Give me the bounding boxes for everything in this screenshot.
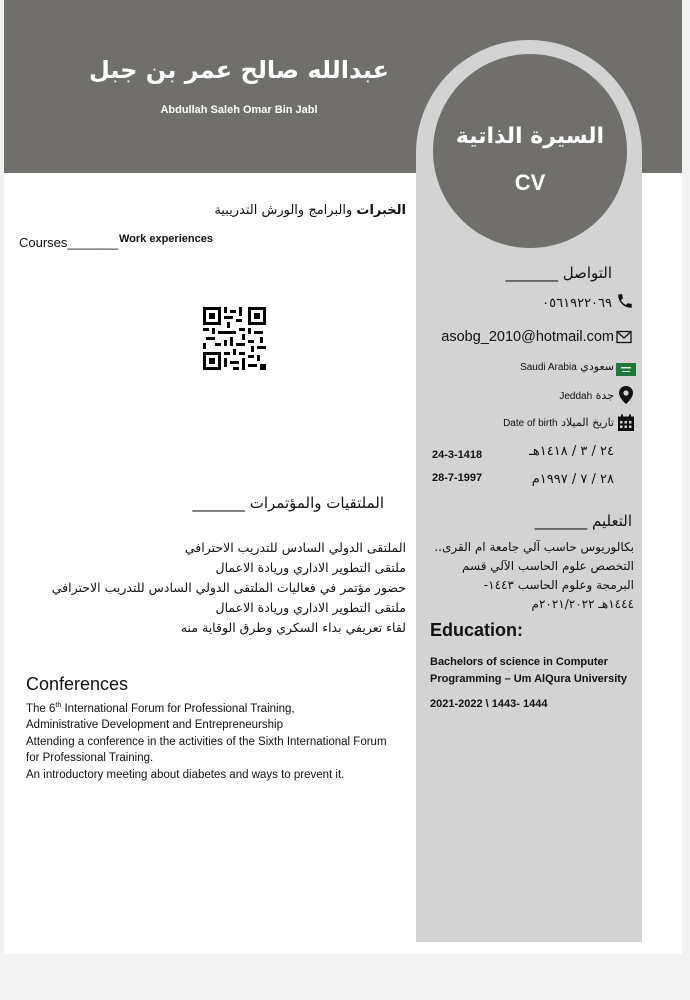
- dob-en: Date of birth: [503, 418, 558, 429]
- dob-gregorian: 28-7-1997: [432, 472, 483, 484]
- conference-en-line1-pre: The 6: [26, 702, 56, 715]
- city-ar: جدة: [595, 389, 614, 402]
- education-en-years: 2021-2022 \ 1443- 1444: [430, 698, 548, 710]
- education-ar-line: البرمجة وعلوم الحاسب ١٤٤٣-: [483, 578, 634, 592]
- location-pin-icon: [619, 386, 633, 404]
- dob-row: [444, 416, 614, 429]
- education-en-degree: [430, 654, 640, 688]
- education-ar-line: بكالوريوس حاسب آلي جامعة ام القرى..: [434, 540, 634, 554]
- name-english: Abdullah Saleh Omar Bin Jabl: [160, 104, 318, 116]
- conferences-en-heading: Conferences: [26, 674, 129, 694]
- conference-en-line1-sup: th: [55, 702, 62, 709]
- experience-heading-rest: والبرامج والورش التدريبية: [214, 203, 353, 218]
- work-experiences-label: Work experiences: [119, 233, 213, 245]
- education-ar-heading: التعليم _______: [534, 512, 632, 530]
- conference-en-line4: for Professional Training.: [26, 752, 154, 765]
- cv-badge-circle: [433, 54, 627, 248]
- courses-label: Courses_______: [19, 235, 119, 250]
- cv-page: [4, 0, 682, 954]
- conference-ar-item: ملتقى التطوير الاداري وريادة الاعمال: [215, 560, 406, 575]
- nationality-en: Saudi Arabia: [520, 362, 577, 373]
- nationality-ar: سعودي: [580, 360, 614, 373]
- saudi-flag-icon: [616, 363, 636, 376]
- conference-ar-item: حضور مؤتمر في فعاليات الملتقى الدولي السادس للتدريب الاحترافي: [51, 580, 406, 595]
- qr-code-icon: [203, 307, 266, 370]
- education-en-degree-line1: Bachelors of science in Computer: [430, 656, 608, 668]
- contact-email: asobg_2010@hotmail.com: [441, 329, 614, 345]
- conference-ar-item: الملتقى الدولي السادس للتدريب الاحترافي: [184, 540, 406, 555]
- education-en-degree-line2: Programming – Um AlQura University: [430, 673, 628, 685]
- education-ar-line: التخصص علوم الحاسب الآلي قسم: [462, 559, 634, 573]
- conference-ar-item: لقاء تعريفي بداء السكري وطرق الوقاية منه: [180, 620, 406, 635]
- conferences-ar-heading: الملتقيات والمؤتمرات _______: [192, 494, 384, 512]
- experience-heading: [154, 203, 406, 218]
- experience-heading-bold: الخبرات: [356, 203, 406, 218]
- phone-icon: [616, 292, 634, 310]
- contact-heading: التواصل _______: [505, 264, 612, 282]
- city-en: Jeddah: [559, 391, 593, 402]
- dob-hijri: 24-3-1418: [432, 449, 483, 461]
- dob-hijri-arabic: ٢٤ / ٣ / ١٤١٨هـ: [529, 444, 614, 459]
- education-en-heading: Education:: [430, 620, 523, 640]
- conference-en-line5: An introductory meeting about diabetes and ways to prevent it.: [26, 768, 345, 781]
- conferences-en-body: [26, 698, 406, 783]
- cv-title-english: CV: [514, 170, 546, 195]
- conference-en-line1-post: International Forum for Professional Training,: [61, 702, 295, 715]
- nationality-row: [444, 360, 614, 373]
- name-arabic: عبدالله صالح عمر بن جبل: [88, 56, 390, 84]
- dob-gregorian-arabic: ٢٨ / ٧ / ١٩٩٧م: [531, 472, 614, 487]
- mail-icon: [616, 330, 632, 344]
- conferences-ar-list: [44, 538, 406, 638]
- dob-ar: تاريخ الميلاد: [561, 416, 614, 429]
- conference-en-line2: Administrative Development and Entrepreneurship: [26, 719, 283, 732]
- cv-title-arabic: السيرة الذاتية: [455, 124, 605, 149]
- calendar-icon: [617, 414, 635, 432]
- contact-phone: ٠٥٦١٩٢٢٠٦٩: [542, 296, 612, 311]
- conference-en-line3: Attending a conference in the activities of the Sixth International Forum: [26, 735, 387, 748]
- city-row: [444, 389, 614, 402]
- conference-ar-item: ملتقى التطوير الاداري وريادة الاعمال: [215, 600, 406, 615]
- education-ar-line: ١٤٤٤هـ ٢٠٢١/٢٠٢٢م: [531, 597, 634, 611]
- education-ar-body: [422, 538, 634, 614]
- conference-en-line1: [26, 698, 406, 717]
